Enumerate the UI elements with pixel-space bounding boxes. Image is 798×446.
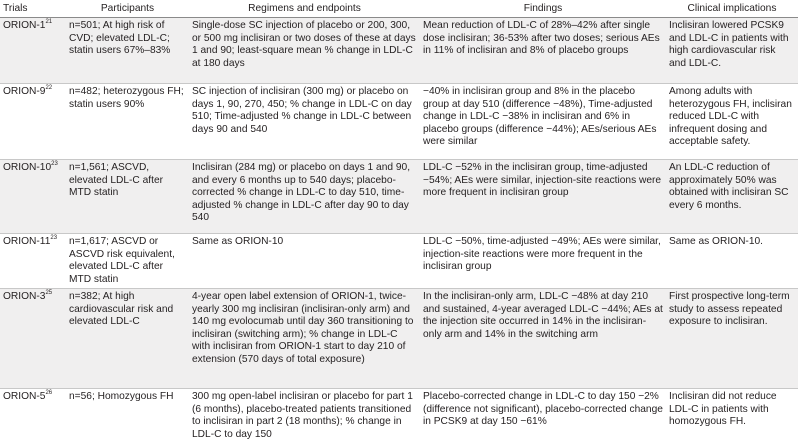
trial-name: ORION-11 bbox=[3, 236, 51, 247]
regimens-cell: 4-year open label extension of ORION-1, twice-yearly 300 mg inclisiran (inclisiran-only arm) and 140 mg evolocumab until day 360 transitioning to inclisiran (switching arm); % change in LDL-C with inclisiran from ORION-1 start to day 210 of extension (570 days of total exposure) bbox=[189, 289, 420, 389]
table-row bbox=[0, 389, 798, 446]
implications-cell: Inclisiran did not reduce LDL-C in patients with homozygous FH. bbox=[666, 389, 798, 446]
trial-cell bbox=[0, 160, 66, 234]
table-row bbox=[0, 18, 798, 84]
implications-cell: Among adults with heterozygous FH, inclisiran reduced LDL-C with infrequent dosing and acceptable safety. bbox=[666, 84, 798, 160]
table-row bbox=[0, 84, 798, 160]
participants-cell: n=1,617; ASCVD or ASCVD risk equivalent, elevated LDL-C after MTD statin bbox=[66, 234, 189, 289]
table-row bbox=[0, 160, 798, 234]
reference-number: 23 bbox=[50, 234, 58, 241]
header-implications: Clinical implications bbox=[666, 0, 798, 18]
reference-number: 23 bbox=[51, 160, 58, 167]
implications-cell: An LDL-C reduction of approximately 50% was obtained with inclisiran SC every 6 months. bbox=[666, 160, 798, 234]
implications-cell: Same as ORION-10. bbox=[666, 234, 798, 289]
participants-cell: n=482; heterozygous FH; statin users 90% bbox=[66, 84, 189, 160]
regimens-cell: Inclisiran (284 mg) or placebo on days 1 and 90, and every 6 months up to 540 days; placebo-corrected % change in LDL-C to day 510, time-adjusted % change in LDL-C after day 90 to day 540 bbox=[189, 160, 420, 234]
participants-cell: n=382; At high cardiovascular risk and elevated LDL-C bbox=[66, 289, 189, 389]
header-trials: Trials bbox=[0, 0, 66, 18]
trial-name: ORION-5 bbox=[3, 391, 46, 402]
table-row bbox=[0, 234, 798, 289]
findings-cell: LDL-C −52% in the inclisiran group, time-adjusted −54%; AEs were similar, injection-site reactions were more frequent in inclisiran group bbox=[420, 160, 666, 234]
participants-cell: n=1,561; ASCVD, elevated LDL-C after MTD statin bbox=[66, 160, 189, 234]
trial-name: ORION-10 bbox=[3, 162, 52, 173]
table-row bbox=[0, 289, 798, 389]
findings-cell: In the inclisiran-only arm, LDL-C −48% at day 210 and sustained, 4-year averaged LDL-C −44%; AEs at the injection site occurred in 14% in the inclisiran-only arm and 14% in the switching arm bbox=[420, 289, 666, 389]
trial-cell bbox=[0, 84, 66, 160]
participants-cell: n=501; At high risk of CVD; elevated LDL-C; statin users 67%–83% bbox=[66, 18, 189, 84]
findings-cell: LDL-C −50%, time-adjusted −49%; AEs were similar, injection-site reactions were more frequent in the inclisiran group bbox=[420, 234, 666, 289]
trial-cell bbox=[0, 18, 66, 84]
trial-name: ORION-1 bbox=[3, 20, 46, 31]
findings-cell: Mean reduction of LDL-C of 28%–42% after single dose inclisiran; 36-53% after two doses; serious AEs in 11% of inclisiran and 8% of placebo groups bbox=[420, 18, 666, 84]
findings-cell: −40% in inclisiran group and 8% in the placebo group at day 510 (difference −48%), Time-adjusted change in LDL-C −38% in inclisiran and 6% in placebo groups (difference −44%); AEs/serious AEs were similar bbox=[420, 84, 666, 160]
trial-name: ORION-3 bbox=[3, 291, 46, 302]
reference-number: 21 bbox=[45, 18, 53, 25]
reference-number: 25 bbox=[45, 289, 53, 296]
participants-cell: n=56; Homozygous FH bbox=[66, 389, 189, 446]
header-row bbox=[0, 0, 798, 18]
header-participants: Participants bbox=[66, 0, 189, 18]
reference-number: 22 bbox=[45, 84, 53, 91]
header-regimens: Regimens and endpoints bbox=[189, 0, 420, 18]
regimens-cell: Same as ORION-10 bbox=[189, 234, 420, 289]
regimens-cell: Single-dose SC injection of placebo or 200, 300, or 500 mg inclisiran or two doses of these at days 1 and 90; least-square mean % change in LDL-C at 180 days bbox=[189, 18, 420, 84]
trial-cell bbox=[0, 389, 66, 446]
findings-cell: Placebo-corrected change in LDL-C to day 150 −2% (difference not significant), placebo-corrected change in PCSK9 at day 150 −61% bbox=[420, 389, 666, 446]
implications-cell: First prospective long-term study to assess repeated exposure to inclisiran. bbox=[666, 289, 798, 389]
trial-name: ORION-9 bbox=[3, 86, 46, 97]
trial-cell bbox=[0, 289, 66, 389]
reference-number: 26 bbox=[45, 389, 53, 396]
header-findings: Findings bbox=[420, 0, 666, 18]
implications-cell: Inclisiran lowered PCSK9 and LDL-C in patients with high cardiovascular risk and LDL-C. bbox=[666, 18, 798, 84]
regimens-cell: 300 mg open-label inclisiran or placebo for part 1 (6 months), placebo-treated patients transitioned to inclisiran in part 2 (18 months); % change in LDL-C to day 150 bbox=[189, 389, 420, 446]
regimens-cell: SC injection of inclisiran (300 mg) or placebo on days 1, 90, 270, 450; % change in LDL-C on day 510; Time-adjusted % change in LDL-C between days 90 and 540 bbox=[189, 84, 420, 160]
trial-cell bbox=[0, 234, 66, 289]
